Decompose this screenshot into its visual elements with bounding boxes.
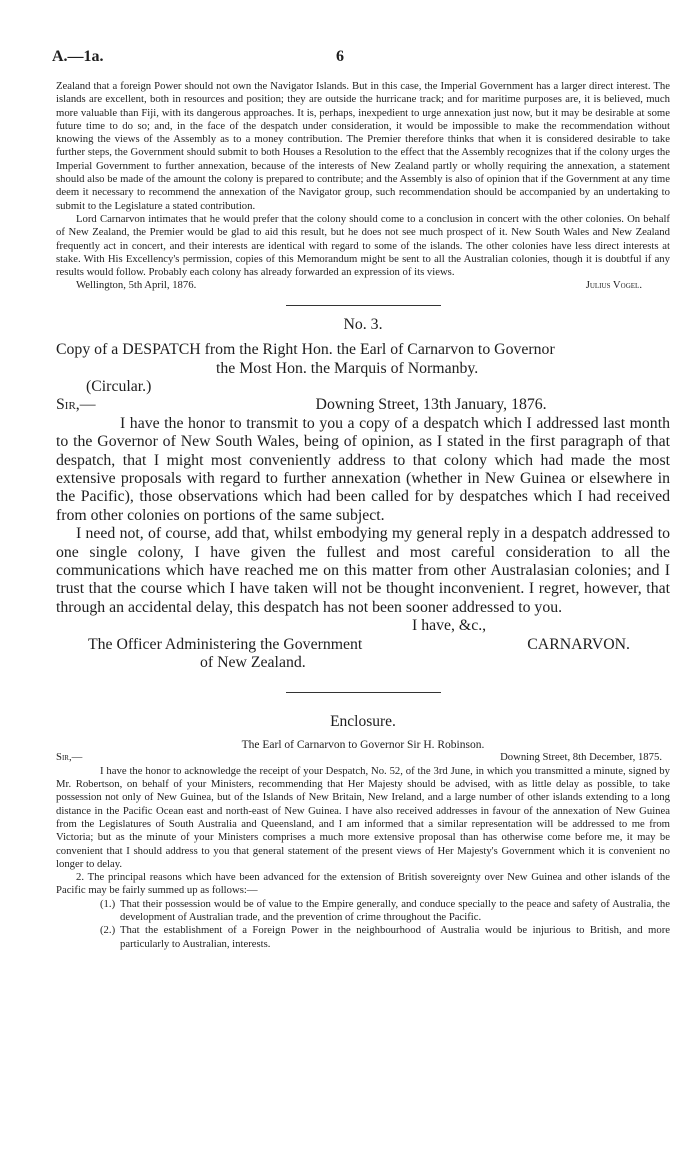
enclosure-section [56,713,670,950]
despatch-address-date: Downing Street, 13th January, 1876. [315,396,547,414]
enclosure-paragraph-1: I have the honor to acknowledge the receipt of your Despatch, No. 52, of the 3rd June, in which you transmitted a minute, signed by Mr. Robertson, on behalf of your Ministers, recommending that Her Majesty should be advised, with as little delay as possible, to take possession not only of New Guinea, but of the Islands of New Britain, New Ireland, and a large number of other islands extending to a long distance in the Pacific Ocean east and north-east of New Guinea. I have also received addresses in favour of the annexation of New Guinea from the Legislatures of South Australia and Queensland, and I am informed that a similar representation will be addressed to me from Victoria; but as the minute of your Ministers comprises a much more extensive proposal than has otherwise come before me, it may be convenient that I should address to you that general statement of the present views of Her Majesty's Government which it is convenient no longer to delay. [56,764,670,870]
page-header [52,40,670,80]
despatch-circular: (Circular.) [86,377,152,395]
despatch-title-line2: the Most Hon. the Marquis of Normanby. [216,359,479,377]
enclosure-subtitle: The Earl of Carnarvon to Governor Sir H. Robinson. [241,739,485,752]
page-number: 6 [336,48,344,65]
despatch-closing: I have, &c., [412,617,487,635]
enclosure-list-item-2 [56,924,670,951]
enclosure-paragraph-2: 2. The principal reasons which have been advanced for the extension of British sovereignty over New Guinea and other islands of the Pacific may be fairly summed up as follows:— [56,871,670,897]
despatch-number: No. 3. [343,315,383,333]
memorandum-text [56,80,670,293]
despatch-section [56,316,670,673]
memo-place-date: Wellington, 5th April, 1876. [76,279,197,292]
list-item-number: (2.) [100,924,116,937]
despatch-salutation: Sir,— [56,396,96,414]
list-item-number: (1.) [100,897,116,910]
despatch-recipient-2: of New Zealand. [200,654,306,672]
memo-paragraph-1: Zealand that a foreign Power should not own the Navigator Islands. But in this case, the Imperial Government has a larger direct interest. The islands are excellent, both in resources and position; they are outside the hurricane track; and for maritime purposes are, it is believed, much more valuable than Fiji, with its dangerous approaches. It is, perhaps, inexpedient to urge annexation just now, but it may be desirable at some future time to do so; and, in the face of the despatch under consideration, it would be impossible to make the recommendation without knowing the views of the Assembly as to a money contribution. The Premier therefore thinks that when it is considered desirable to take further steps, the Government should submit to both Houses a Resolution to the effect that the Assembly recognizes that if the colony urges the Imperial Government to further annexation, because of the interests of New Zealand partly or wholly requiring the annexation, a statement should also be made of the amount the colony is prepared to contribute; and the Assembly is also of opinion that if the Government at any time deem it necessary to recommend the annexation of the Navigator group, such recommendation should be accompanied by an undertaking to submit to the Legislature a stated contribution. [56,80,670,212]
despatch-paragraph-2: I need not, of course, add that, whilst embodying my general reply in a despatch addressed to one single colony, I have given the fullest and most careful consideration to all the communications which have reached me on this matter from other Australasian colonies; and I trust that the course which I have taken will not be thought inconvenient. I regret, however, that through an accidental delay, this despatch has not been sooner addressed to you. [56,525,670,616]
list-item-text: That their possession would be of value to the Empire generally, and conduce specially to the peace and safety of Australia, the development of Australian trade, and the prevention of crime throughout the Pacific. [120,897,670,924]
despatch-recipient-line [56,636,670,654]
memo-paragraph-2: Lord Carnarvon intimates that he would prefer that the colony should come to a conclusion in concert with the other colonies. On behalf of New Zealand, the Premier would be glad to aid this result, but he does not see much prospect of it. New South Wales and New Zealand frequently act in concert, and their interests are identical with regard to some of the islands. The other colonies have less direct interests at stake. With His Excellency's permission, copies of this Memorandum might be sent to all the Australian colonies, though it is doubtful if any results would follow. Probably each colony has already forwarded an expression of its views. [56,212,670,279]
document-page [52,40,670,951]
memo-signature-line [56,279,670,292]
despatch-recipient-1: The Officer Administering the Government [88,635,363,653]
memo-signature: Julius Vogel. [585,279,642,292]
document-reference: A.—1a. [52,48,104,65]
enclosure-salutation: Sir,— [56,751,83,764]
enclosure-salutation-line [56,751,670,764]
despatch-title-line1: Copy of a DESPATCH from the Right Hon. the Earl of Carnarvon to Governor [56,341,555,359]
section-divider-2 [286,692,441,693]
despatch-salutation-line [56,396,670,414]
enclosure-list-item-1 [56,898,670,925]
enclosure-address-date: Downing Street, 8th December, 1875. [500,751,662,764]
list-item-text: That the establishment of a Foreign Power in the neighbourhood of Australia would be injurious to British, and more particularly to Australian, interests. [120,924,670,950]
enclosure-heading: Enclosure. [330,713,396,731]
section-divider [286,305,441,306]
despatch-signature: CARNARVON. [527,635,630,653]
despatch-paragraph-1: I have the honor to transmit to you a copy of a despatch which I addressed last month to the Governor of New South Wales, being of opinion, as I stated in the first paragraph of that despatch, that I might most conveniently address to that colony which had made the most extensive proposals with regard to further annexation (whether in New Guinea or elsewhere in the Pacific), those observations which had been called for by despatches which I had received from other colonies on portions of the same subject. [56,414,670,524]
